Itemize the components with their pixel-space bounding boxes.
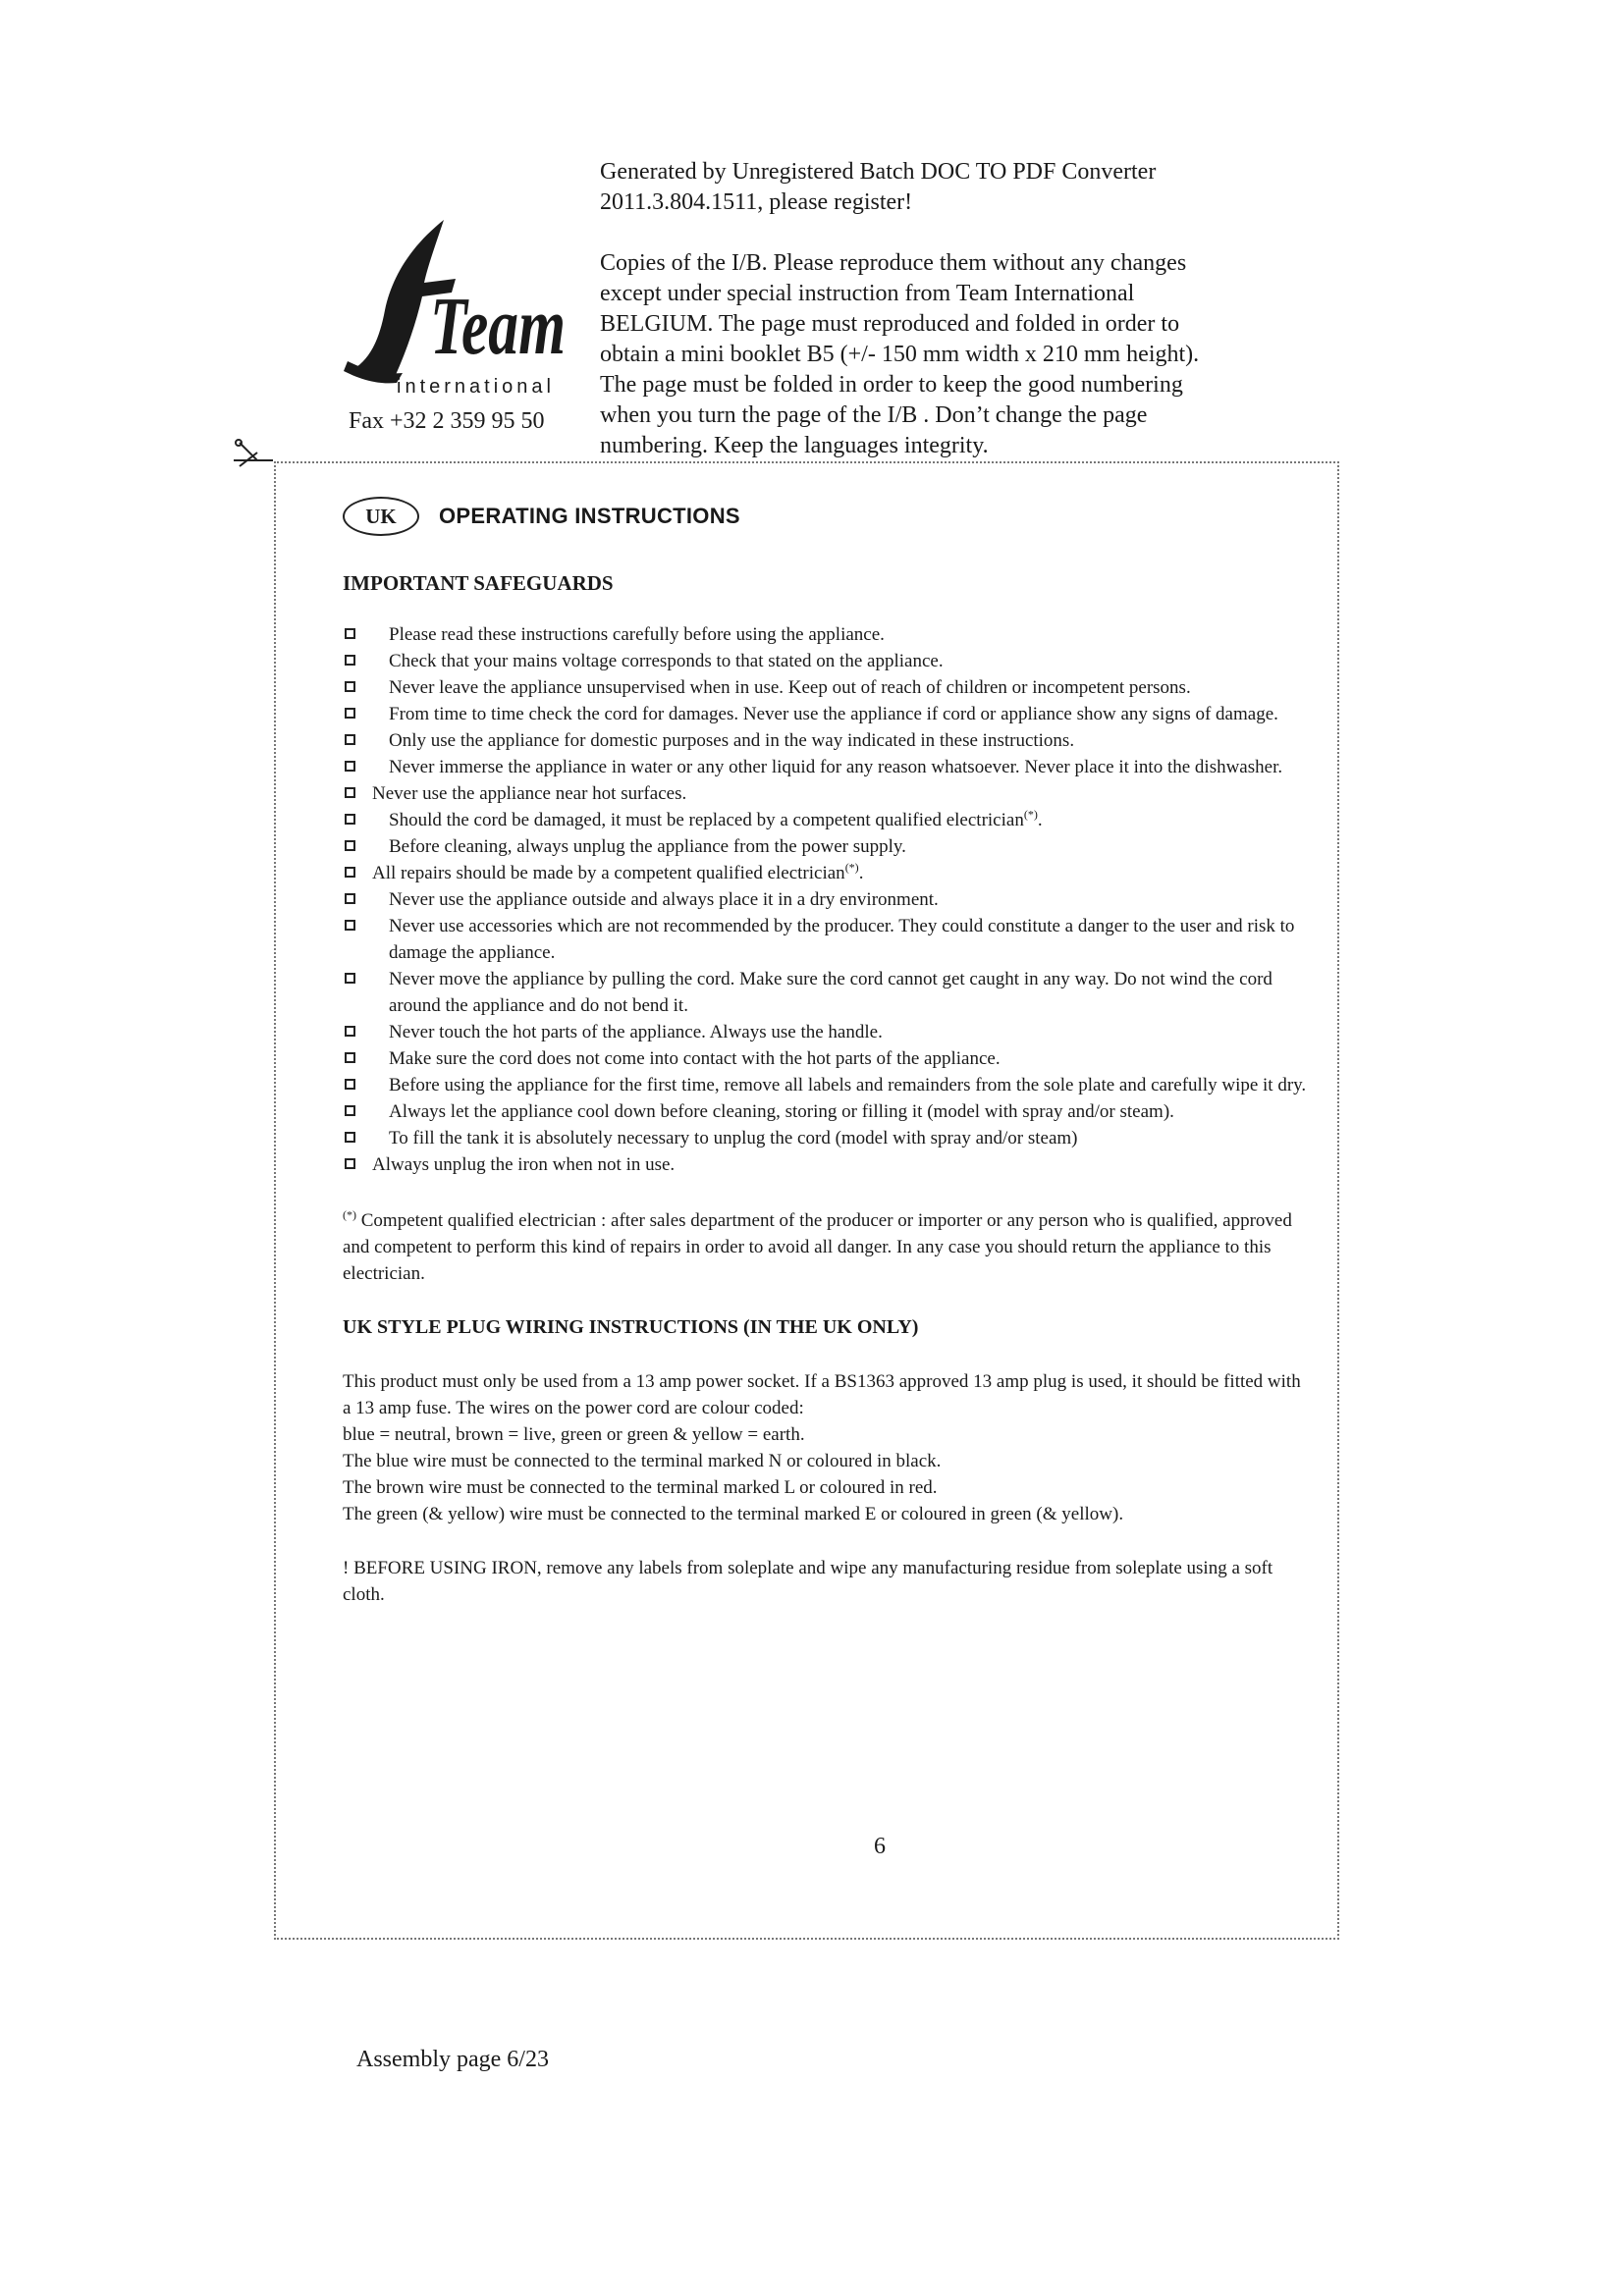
- safeguard-item: [343, 966, 1310, 1019]
- safeguard-text: All repairs should be made by a competent qualified electrician: [372, 863, 845, 883]
- safeguard-item: [343, 621, 1310, 648]
- safeguard-item: [343, 701, 1310, 727]
- safeguard-text: Before cleaning, always unplug the appliance from the power supply.: [389, 836, 906, 857]
- safeguard-text: Make sure the cord does not come into contact with the hot parts of the appliance.: [389, 1048, 1001, 1069]
- safeguard-item: [343, 780, 1310, 807]
- plug-wiring-text: [343, 1368, 1310, 1527]
- safeguard-text: Never immerse the appliance in water or any other liquid for any reason whatsoever. Never place it into the dishwasher.: [389, 757, 1283, 777]
- checkbox-bullet-icon: [345, 708, 355, 719]
- checkbox-bullet-icon: [345, 734, 355, 745]
- safeguard-text: Never use accessories which are not recommended by the producer. They could constitute a danger to the user and risk to damage the appliance.: [389, 916, 1295, 963]
- safeguard-text: Never use the appliance outside and always place it in a dry environment.: [389, 889, 939, 910]
- safeguards-list: [343, 621, 1310, 1178]
- footnote-reference: (*): [844, 860, 859, 875]
- safeguard-text: Before using the appliance for the first time, remove all labels and remainders from the sole plate and carefully wipe it dry.: [389, 1075, 1307, 1095]
- checkbox-bullet-icon: [345, 920, 355, 931]
- converter-notice-line-1: Generated by Unregistered Batch DOC TO PDF Converter: [600, 159, 1157, 185]
- safeguard-text: To fill the tank it is absolutely necessary to unplug the cord (model with spray and/or steam): [389, 1128, 1078, 1148]
- logo-subtitle: international: [397, 376, 555, 398]
- safeguard-item: [343, 886, 1310, 913]
- reproduction-notice-line: when you turn the page of the I/B . Don’t change the page: [600, 402, 1148, 428]
- safeguard-text: Always unplug the iron when not in use.: [372, 1154, 676, 1175]
- reproduction-notice-line: BELGIUM. The page must reproduced and folded in order to: [600, 311, 1180, 337]
- safeguard-text: Should the cord be damaged, it must be replaced by a competent qualified electrician: [389, 810, 1024, 830]
- safeguard-item: [343, 860, 1310, 886]
- reproduction-notice: [600, 248, 1287, 461]
- plug-wiring-heading: UK STYLE PLUG WIRING INSTRUCTIONS (IN THE UK ONLY): [343, 1316, 919, 1338]
- safeguard-punctuation: .: [858, 863, 864, 883]
- reproduction-notice-line: Copies of the I/B. Please reproduce them without any changes: [600, 250, 1187, 276]
- page-number: 6: [874, 1834, 886, 1859]
- section-header: [343, 491, 1310, 542]
- plug-wiring-line: This product must only be used from a 13 amp power socket. If a BS1363 approved 13 amp plug is used, it should be fitted with a 13 amp fuse. The wires on the power cord are colour coded:: [343, 1371, 1301, 1418]
- reproduction-notice-line: numbering. Keep the languages integrity.: [600, 433, 989, 458]
- reproduction-notice-line: except under special instruction from Team International: [600, 281, 1135, 306]
- checkbox-bullet-icon: [345, 1079, 355, 1090]
- safeguard-text: Check that your mains voltage corresponds to that stated on the appliance.: [389, 651, 944, 671]
- safeguard-item: [343, 1019, 1310, 1045]
- checkbox-bullet-icon: [345, 628, 355, 639]
- checkbox-bullet-icon: [345, 1105, 355, 1116]
- safeguard-text: Never use the appliance near hot surfaces.: [372, 783, 687, 804]
- safeguard-item: [343, 1125, 1310, 1151]
- scissors-icon: [232, 439, 275, 468]
- safeguard-item: [343, 674, 1310, 701]
- team-international-logo: [334, 214, 569, 399]
- safeguard-item: [343, 807, 1310, 833]
- language-badge: UK: [343, 497, 419, 536]
- booklet-page: [343, 491, 1310, 1608]
- safeguard-item: [343, 913, 1310, 966]
- safeguard-item: [343, 1151, 1310, 1178]
- checkbox-bullet-icon: [345, 840, 355, 851]
- checkbox-bullet-icon: [345, 681, 355, 692]
- safeguard-item: [343, 1072, 1310, 1098]
- safeguard-item: [343, 754, 1310, 780]
- plug-wiring-line: The green (& yellow) wire must be connected to the terminal marked E or coloured in green (& yellow).: [343, 1504, 1124, 1524]
- footnote-reference: (*): [1023, 807, 1038, 822]
- reproduction-notice-line: The page must be folded in order to keep the good numbering: [600, 372, 1183, 398]
- fax-number: Fax +32 2 359 95 50: [349, 408, 545, 434]
- assembly-page-label: Assembly page 6/23: [356, 2047, 549, 2072]
- checkbox-bullet-icon: [345, 1052, 355, 1063]
- safeguard-text: Please read these instructions carefully before using the appliance.: [389, 624, 885, 645]
- checkbox-bullet-icon: [345, 973, 355, 984]
- checkbox-bullet-icon: [345, 814, 355, 825]
- safeguard-text: From time to time check the cord for damages. Never use the appliance if cord or appliance show any signs of damage.: [389, 704, 1278, 724]
- converter-notice: [600, 157, 1287, 218]
- checkbox-bullet-icon: [345, 787, 355, 798]
- operating-instructions-title: OPERATING INSTRUCTIONS: [439, 504, 740, 528]
- footnote-text: Competent qualified electrician : after sales department of the producer or importer or any person who is qualified, approved and competent to perform this kind of repairs in order to avoid all danger. In any case you should return the appliance to this electrician.: [343, 1210, 1292, 1284]
- plug-wiring-line: blue = neutral, brown = live, green or green & yellow = earth.: [343, 1424, 805, 1445]
- safeguard-item: [343, 727, 1310, 754]
- checkbox-bullet-icon: [345, 867, 355, 878]
- electrician-footnote: [343, 1207, 1310, 1287]
- safeguard-item: [343, 1045, 1310, 1072]
- checkbox-bullet-icon: [345, 1158, 355, 1169]
- safeguards-heading: IMPORTANT SAFEGUARDS: [343, 571, 614, 595]
- safeguard-text: Never leave the appliance unsupervised when in use. Keep out of reach of children or incompetent persons.: [389, 677, 1191, 698]
- checkbox-bullet-icon: [345, 761, 355, 772]
- checkbox-bullet-icon: [345, 1132, 355, 1143]
- before-use-warning: ! BEFORE USING IRON, remove any labels from soleplate and wipe any manufacturing residue from soleplate using a soft cloth.: [343, 1558, 1273, 1605]
- plug-wiring-line: The brown wire must be connected to the terminal marked L or coloured in red.: [343, 1477, 938, 1498]
- safeguard-item: [343, 1098, 1310, 1125]
- checkbox-bullet-icon: [345, 655, 355, 666]
- safeguard-punctuation: .: [1037, 810, 1043, 830]
- plug-wiring-line: The blue wire must be connected to the terminal marked N or coloured in black.: [343, 1451, 942, 1471]
- converter-notice-line-2: 2011.3.804.1511, please register!: [600, 189, 913, 215]
- footnote-mark: (*): [343, 1207, 356, 1222]
- safeguard-text: Only use the appliance for domestic purposes and in the way indicated in these instructions.: [389, 730, 1075, 751]
- safeguard-item: [343, 833, 1310, 860]
- safeguard-text: Always let the appliance cool down before cleaning, storing or filling it (model with spray and/or steam).: [389, 1101, 1174, 1122]
- safeguard-text: Never touch the hot parts of the appliance. Always use the handle.: [389, 1022, 883, 1042]
- safeguard-item: [343, 648, 1310, 674]
- checkbox-bullet-icon: [345, 1026, 355, 1037]
- logo-word: Team: [430, 281, 566, 372]
- checkbox-bullet-icon: [345, 893, 355, 904]
- safeguard-text: Never move the appliance by pulling the cord. Make sure the cord cannot get caught in any way. Do not wind the cord around the appliance and do not bend it.: [389, 969, 1272, 1016]
- reproduction-notice-line: obtain a mini booklet B5 (+/- 150 mm width x 210 mm height).: [600, 342, 1200, 367]
